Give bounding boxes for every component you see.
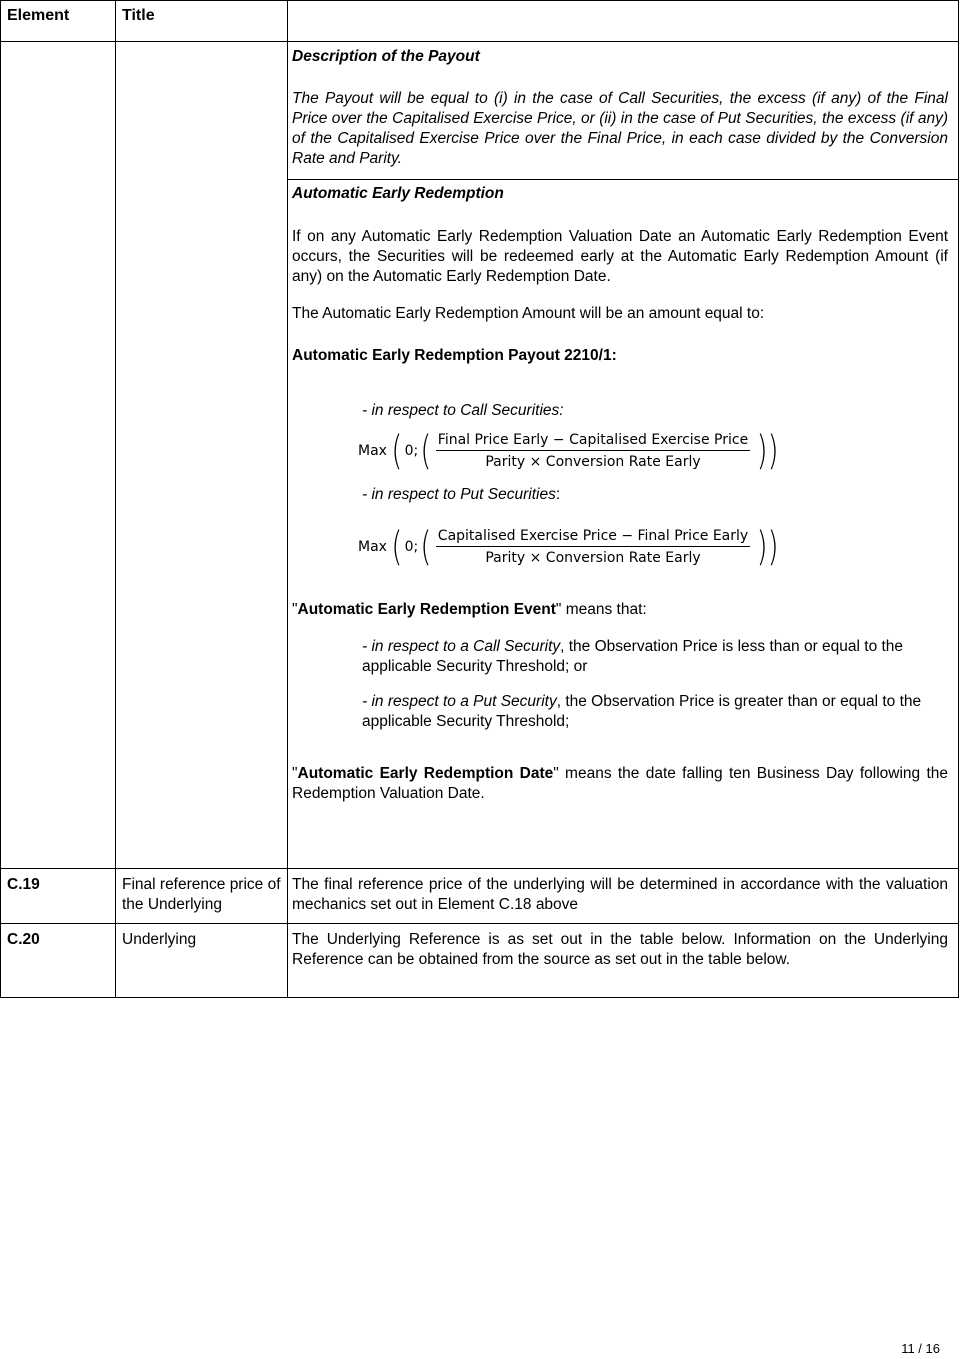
put-fraction xyxy=(436,527,750,567)
bullet-put-rest: , the Observation Price is greater than or equal to the applicable Security Threshold; xyxy=(362,693,922,730)
row-element: C.19 xyxy=(1,869,116,923)
header-title: Title xyxy=(116,1,288,41)
date-term: Automatic Early Redemption Date xyxy=(297,765,554,782)
bullet-put-italic: - in respect to a Put Security xyxy=(362,693,557,710)
aer-para1: If on any Automatic Early Redemption Valuation Date an Automatic Early Redemption Event occurs, the Securities will be redeemed early at the Automatic Early Redemption Amount (if any) on the Automatic Early Redemption Date. xyxy=(292,228,948,285)
call-max: Max xyxy=(358,443,387,459)
put-label-italic: - in respect to Put Securities xyxy=(362,486,556,503)
table-header-row xyxy=(1,1,958,42)
put-numerator: Capitalised Exercise Price − Final Price Early xyxy=(436,527,750,547)
call-paren-open: ( xyxy=(391,428,403,474)
row-text: The Underlying Reference is as set out in the table below. Information on the Underlying Reference can be obtained from the source as set out in the table below. xyxy=(292,931,948,968)
page-number: 11 / 16 xyxy=(901,1341,940,1356)
call-denominator: Parity × Conversion Rate Early xyxy=(485,454,701,470)
call-numerator: Final Price Early − Capitalised Exercise Price xyxy=(436,431,750,451)
date-means: " means the date falling ten Business Day following the Redemption Valuation Date. xyxy=(292,765,948,802)
event-term: Automatic Early Redemption Event xyxy=(297,601,556,618)
put-zero: 0; xyxy=(404,539,419,555)
date-quote-open: " xyxy=(292,765,298,782)
event-bullet-call xyxy=(362,637,948,677)
call-zero: 0; xyxy=(404,443,419,459)
c18-element-cell xyxy=(1,42,116,868)
put-denominator: Parity × Conversion Rate Early xyxy=(485,550,701,566)
put-label xyxy=(362,485,948,505)
table-row xyxy=(1,924,958,997)
date-definition xyxy=(292,764,948,804)
put-paren-open: ( xyxy=(391,524,403,570)
bullet-call-rest: , the Observation Price is less than or equal to the applicable Security Threshold; or xyxy=(362,638,904,675)
put-label-colon: : xyxy=(555,486,561,503)
row-text: The final reference price of the underlying will be determined in accordance with the valuation mechanics set out in Element C.18 above xyxy=(292,876,948,913)
put-max: Max xyxy=(358,539,387,555)
payout-heading: Description of the Payout xyxy=(292,48,480,65)
payout-block xyxy=(288,42,958,180)
aer-para2: The Automatic Early Redemption Amount will be an amount equal to: xyxy=(292,305,765,322)
event-quote-open: " xyxy=(292,601,298,618)
header-element: Element xyxy=(1,1,116,41)
row-title: Final reference price of the Underlying xyxy=(116,869,288,923)
payout-text: The Payout will be equal to (i) in the case of Call Securities, the excess (if any) of the Final Price over the Capitalised Exercise Price, or (ii) in the case of Put Securities, the excess (if any) of the Capitalised Exercise Price over the Final Price, in each case divided by the Conversion Rate and Parity. xyxy=(292,90,948,167)
header-blank xyxy=(288,1,958,41)
aer-block xyxy=(292,180,948,804)
call-fraction xyxy=(436,431,750,471)
c18-title-cell xyxy=(116,42,288,868)
event-definition xyxy=(292,600,948,620)
aer-payout-title: Automatic Early Redemption Payout 2210/1: xyxy=(292,347,617,364)
event-bullet-put xyxy=(362,692,948,732)
row-title: Underlying xyxy=(116,924,288,997)
table-row xyxy=(1,869,958,924)
put-formula xyxy=(358,523,948,571)
call-paren-open2: ( xyxy=(420,428,432,474)
event-means: " means that: xyxy=(555,601,647,618)
row-element: C.20 xyxy=(1,924,116,997)
put-paren-open2: ( xyxy=(420,524,432,570)
call-formula xyxy=(358,427,948,475)
call-label: - in respect to Call Securities: xyxy=(362,402,564,419)
put-paren-close: )) xyxy=(756,524,779,570)
c18-content-cell xyxy=(288,42,958,868)
bullet-call-italic: - in respect to a Call Security xyxy=(362,638,561,655)
call-paren-close: )) xyxy=(756,428,779,474)
aer-heading: Automatic Early Redemption xyxy=(292,185,504,202)
table-row-c18 xyxy=(1,42,958,869)
